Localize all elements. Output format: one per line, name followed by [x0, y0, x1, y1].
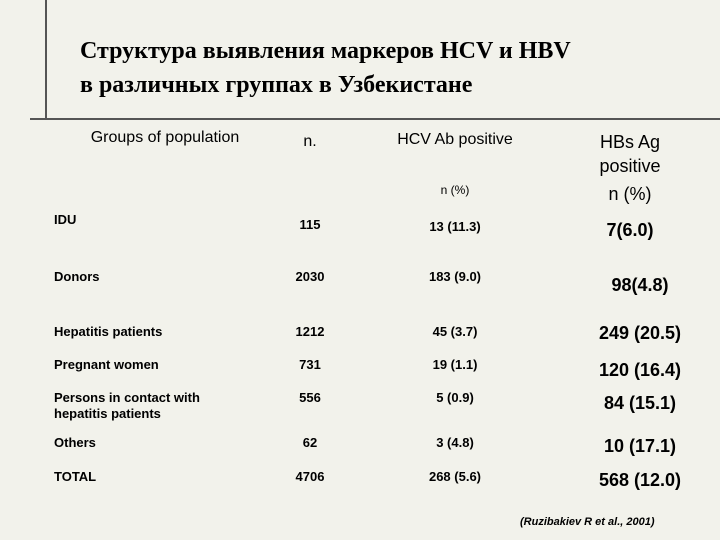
row-hbs: 98(4.8)	[611, 275, 669, 295]
slide-title	[80, 34, 571, 102]
row-hcv: 183 (9.0)	[428, 269, 482, 284]
row-label: Donors	[54, 269, 100, 284]
row-n: 2030	[295, 269, 325, 284]
row-hbs: 7(6.0)	[606, 220, 654, 240]
title-divider-vertical	[45, 0, 47, 118]
row-label: Pregnant women	[54, 357, 159, 372]
row-hbs: 10 (17.1)	[603, 436, 677, 456]
slide-title-line1: Структура выявления маркеров HCV и HBV	[80, 38, 571, 64]
row-hcv: 13 (11.3)	[429, 219, 481, 234]
row-hcv: 268 (5.6)	[428, 469, 482, 484]
row-hbs: 249 (20.5)	[598, 323, 682, 343]
source-citation: (Ruzibakiev R et al., 2001)	[520, 516, 655, 528]
row-n: 115	[299, 217, 321, 232]
row-hbs: 120 (16.4)	[598, 360, 682, 380]
row-label: TOTAL	[54, 469, 97, 484]
header-hbs-sub: n (%)	[608, 184, 652, 204]
header-hcv-sub: n (%)	[440, 183, 470, 197]
header-hbs: HBs Ag positive	[599, 132, 661, 176]
row-hcv: 3 (4.8)	[436, 435, 474, 450]
row-hcv: 45 (3.7)	[432, 324, 478, 339]
row-hcv: 5 (0.9)	[436, 390, 474, 405]
row-label: IDU	[54, 212, 77, 227]
row-label: Others	[54, 435, 96, 450]
row-hbs: 568 (12.0)	[598, 470, 682, 490]
header-hcv: HCV Ab positive	[397, 131, 513, 148]
row-n: 4706	[295, 469, 325, 484]
row-label: Persons in contact with hepatitis patients	[54, 390, 200, 421]
title-divider-horizontal	[30, 118, 720, 120]
header-groups: Groups of population	[90, 129, 240, 146]
row-n: 62	[302, 435, 318, 450]
row-hbs: 84 (15.1)	[603, 393, 677, 413]
row-label: Hepatitis patients	[54, 324, 163, 339]
slide-title-line2: в различных группах в Узбекистане	[80, 72, 473, 98]
header-n: n.	[303, 133, 317, 150]
row-n: 556	[299, 390, 321, 405]
row-n: 731	[299, 357, 321, 372]
row-n: 1212	[295, 324, 325, 339]
row-hcv: 19 (1.1)	[432, 357, 478, 372]
